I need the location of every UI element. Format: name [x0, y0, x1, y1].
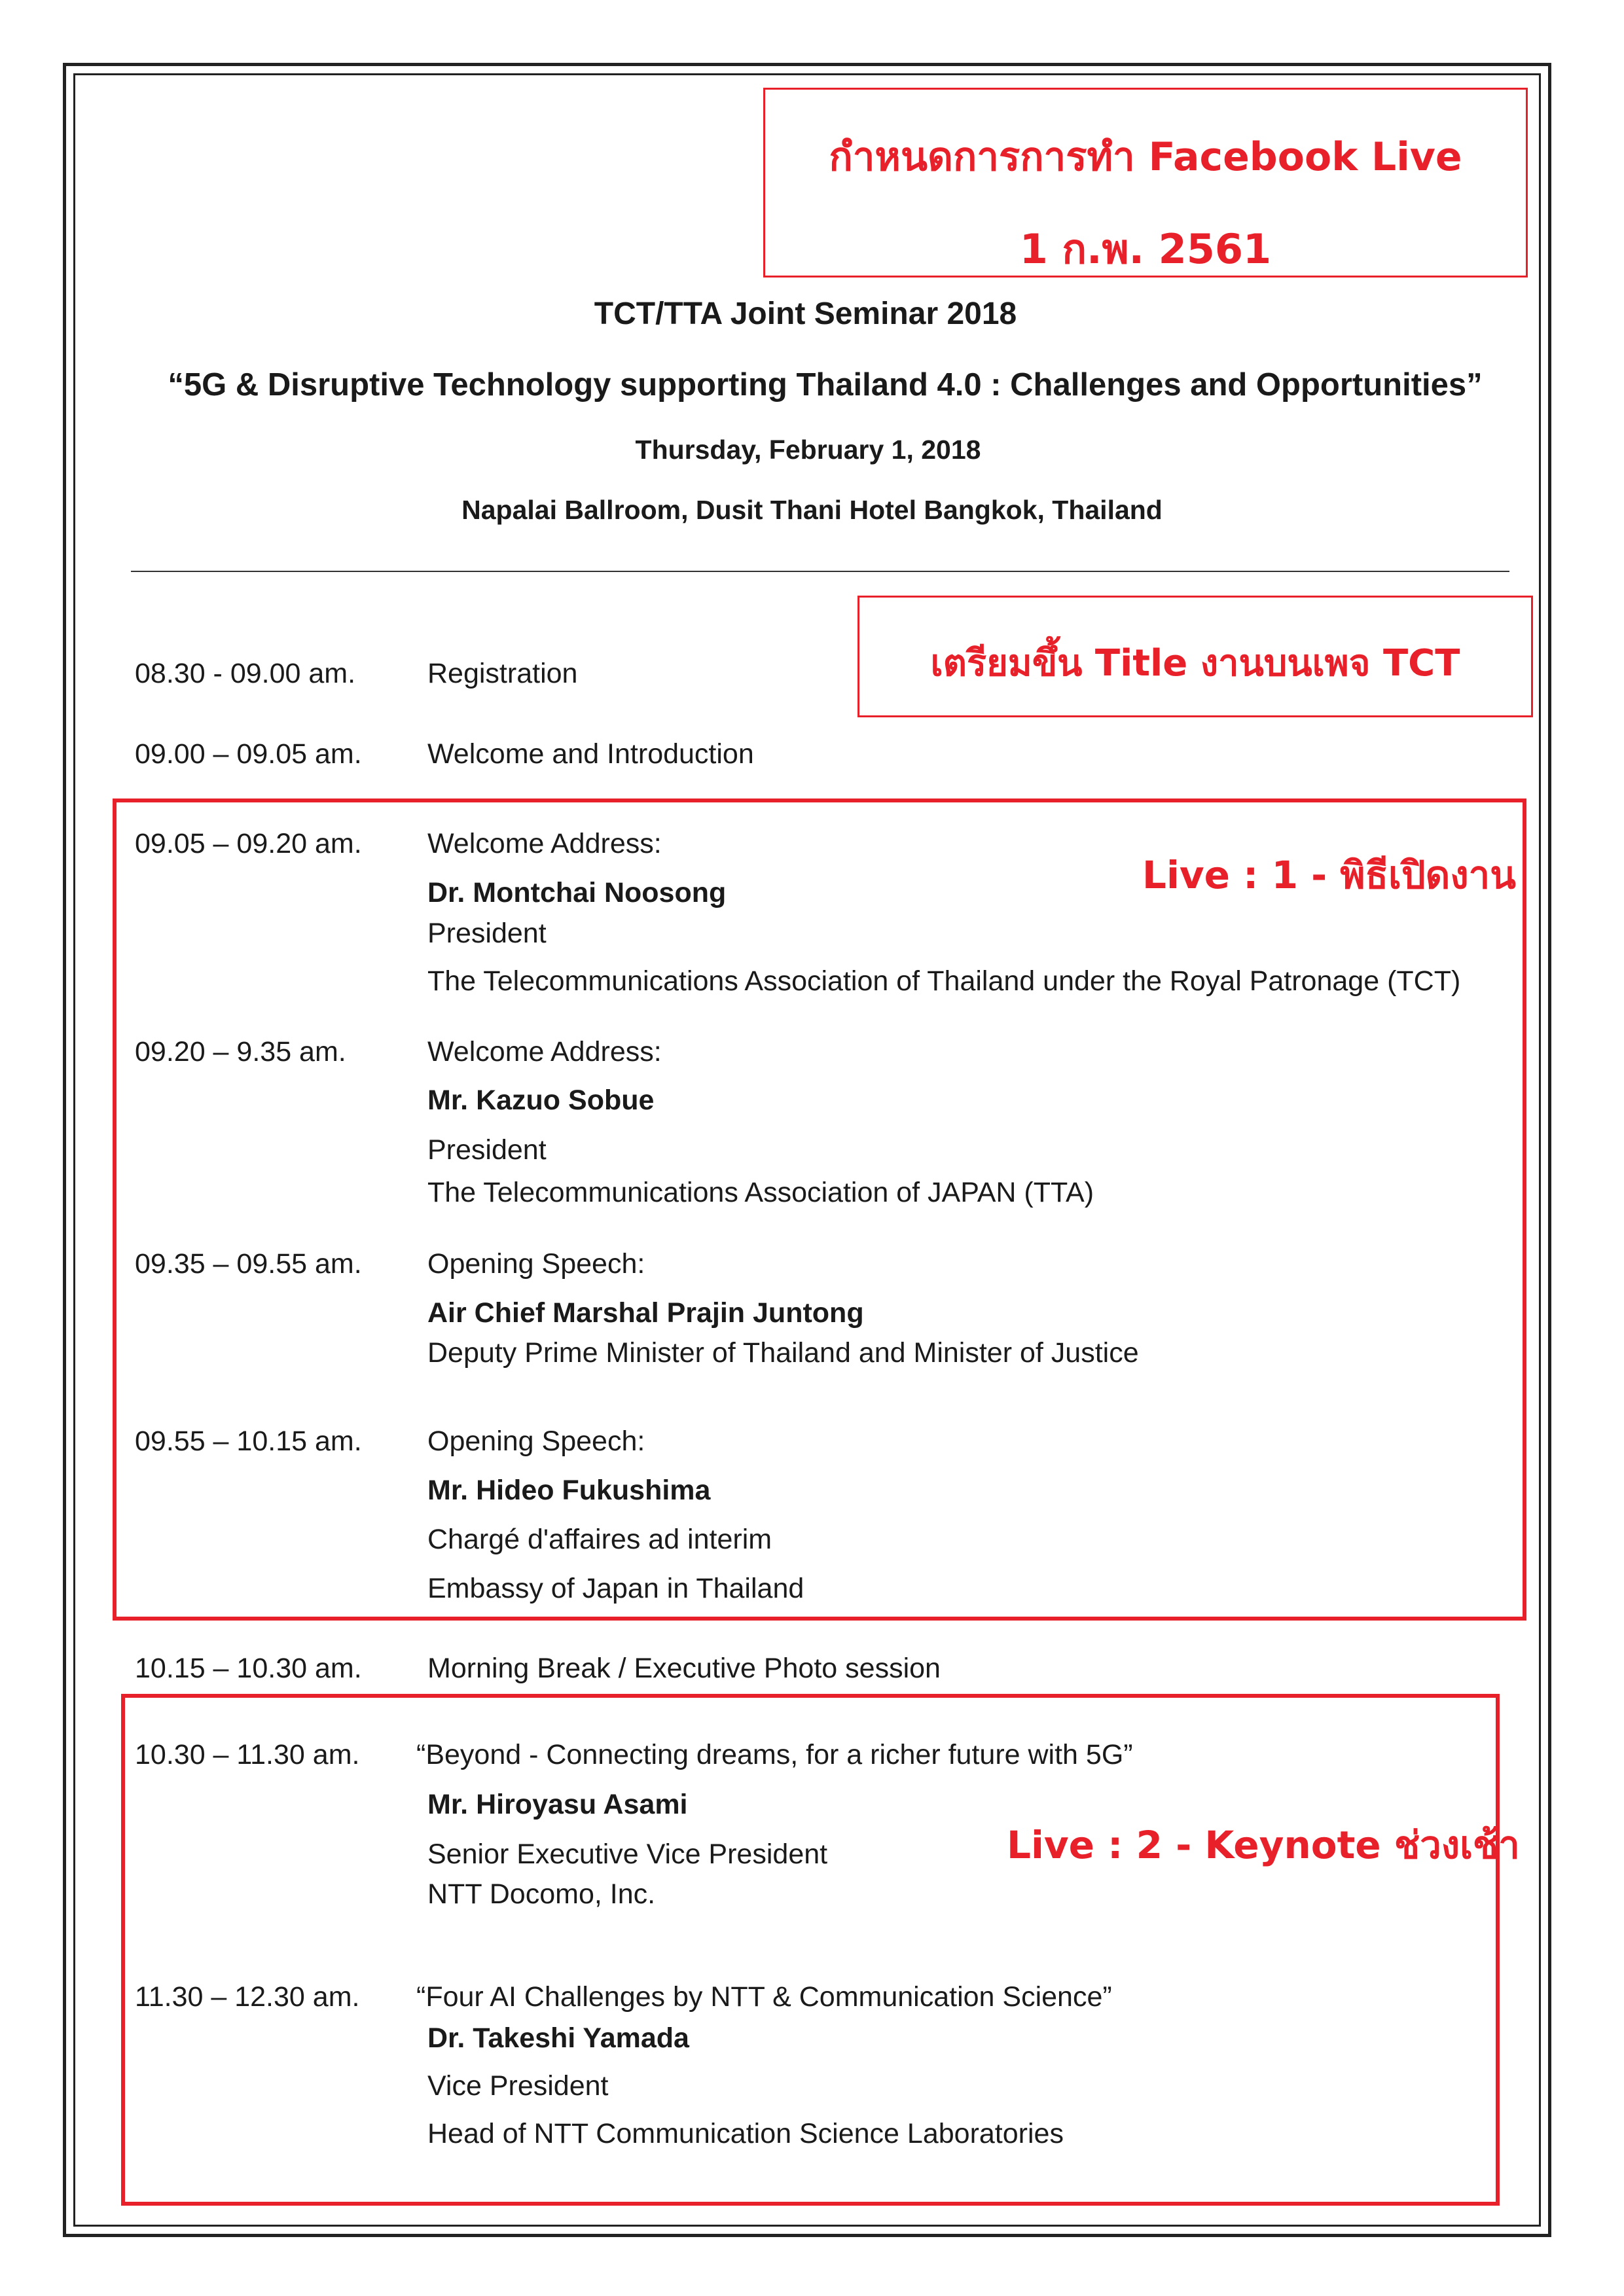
agenda-item: Welcome Address:: [427, 828, 662, 859]
event-venue: Napalai Ballroom, Dusit Thani Hotel Bangkok, Thailand: [461, 495, 1163, 525]
event-theme: “5G & Disruptive Technology supporting Thailand 4.0 : Challenges and Opportunities”: [168, 367, 1483, 403]
facebook-live-date: 1 ก.พ. 2561: [1019, 225, 1272, 273]
speaker-title: President: [427, 1134, 547, 1166]
agenda-time: 09.20 – 9.35 am.: [135, 1036, 346, 1067]
speaker-title: Deputy Prime Minister of Thailand and Minister of Justice: [427, 1337, 1139, 1369]
speaker-org: The Telecommunications Association of Thailand under the Royal Patronage (TCT): [427, 965, 1461, 997]
agenda-time: 09.55 – 10.15 am.: [135, 1426, 362, 1457]
live2-label: Live : 2 - Keynote ช่วงเช้า: [1007, 1823, 1520, 1867]
speaker-name: Mr. Hideo Fukushima: [427, 1475, 711, 1506]
prepare-title-text: เตรียมขึ้น Title งานบนเพจ TCT: [930, 642, 1460, 685]
speaker-name: Dr. Montchai Noosong: [427, 877, 727, 908]
speaker-name: Air Chief Marshal Prajin Juntong: [427, 1297, 864, 1329]
agenda-item: Welcome Address:: [427, 1036, 662, 1067]
speaker-org: The Telecommunications Association of JAPAN (TTA): [427, 1177, 1094, 1208]
agenda-time: 09.00 – 09.05 am.: [135, 738, 362, 770]
speaker-name: Mr. Hiroyasu Asami: [427, 1789, 688, 1820]
speaker-title: Vice President: [427, 2070, 609, 2102]
agenda-item: Welcome and Introduction: [427, 738, 754, 770]
agenda-item: Opening Speech:: [427, 1248, 645, 1280]
facebook-live-title: กำหนดการการทำ Facebook Live: [829, 134, 1462, 180]
live1-box: [113, 798, 1526, 1621]
speaker-title: President: [427, 918, 547, 949]
speaker-name: Mr. Kazuo Sobue: [427, 1085, 655, 1116]
agenda-time: 10.15 – 10.30 am.: [135, 1653, 362, 1684]
talk-title: “Beyond - Connecting dreams, for a richer future with 5G”: [416, 1739, 1133, 1770]
agenda-item: Registration: [427, 658, 578, 689]
event-title: TCT/TTA Joint Seminar 2018: [594, 296, 1017, 331]
agenda-time: 09.35 – 09.55 am.: [135, 1248, 362, 1280]
speaker-org: Embassy of Japan in Thailand: [427, 1573, 804, 1604]
event-date: Thursday, February 1, 2018: [635, 435, 981, 465]
live1-label: Live : 1 - พิธีเปิดงาน: [1142, 853, 1516, 897]
speaker-org: Head of NTT Communication Science Laboratories: [427, 2118, 1064, 2149]
talk-title: “Four AI Challenges by NTT & Communication Science”: [416, 1981, 1112, 2013]
agenda-item: Morning Break / Executive Photo session: [427, 1653, 941, 1684]
agenda-time: 08.30 - 09.00 am.: [135, 658, 356, 689]
speaker-org: NTT Docomo, Inc.: [427, 1878, 656, 1910]
agenda-time: 09.05 – 09.20 am.: [135, 828, 362, 859]
speaker-name: Dr. Takeshi Yamada: [427, 2022, 689, 2054]
speaker-title: Senior Executive Vice President: [427, 1839, 828, 1870]
agenda-time: 10.30 – 11.30 am.: [135, 1739, 360, 1770]
header-divider: [131, 571, 1509, 572]
agenda-item: Opening Speech:: [427, 1426, 645, 1457]
agenda-time: 11.30 – 12.30 am.: [135, 1981, 360, 2013]
speaker-title: Chargé d'affaires ad interim: [427, 1524, 772, 1555]
